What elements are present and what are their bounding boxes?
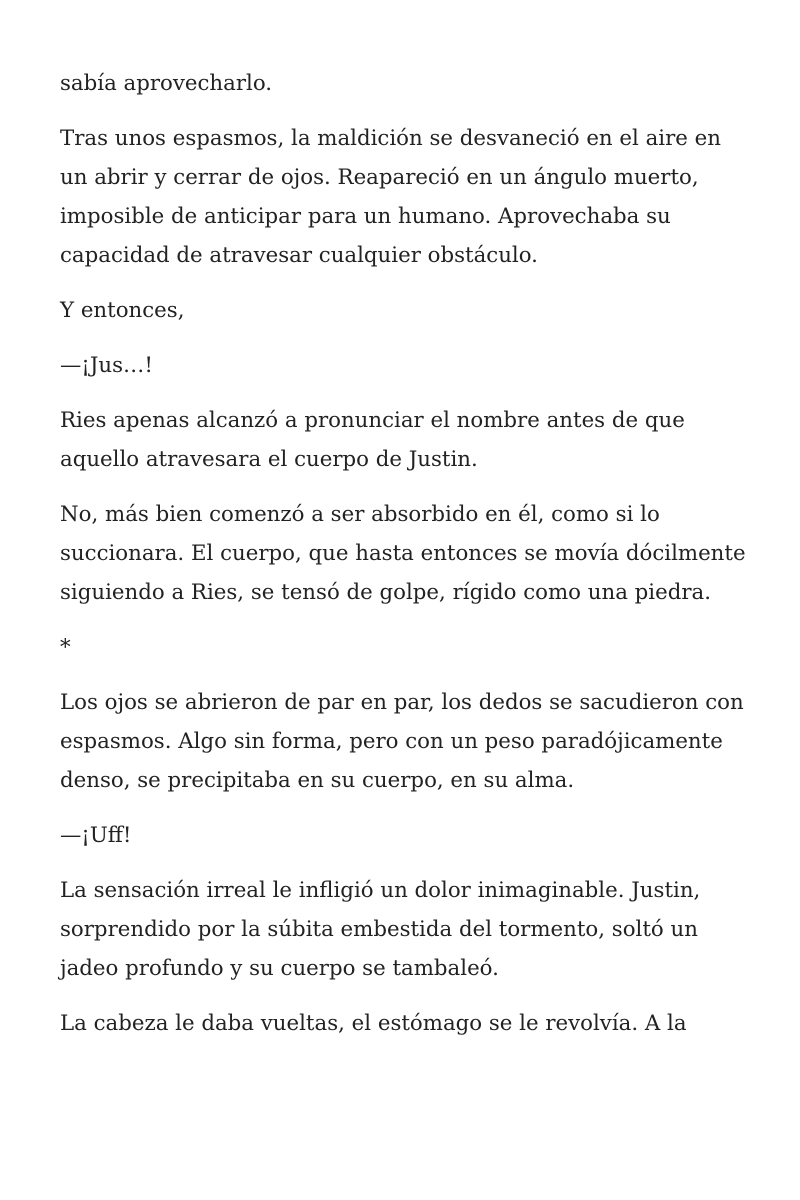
paragraph: La cabeza le daba vueltas, el estómago se le revolvía. A la: [60, 1011, 687, 1036]
paragraph: La sensación irreal le infligió un dolor inimaginable. Justin, sorprendido por la súbita embestida del tormento, soltó un jadeo profundo y su cuerpo se tambaleó.: [60, 878, 701, 981]
document-page: [60, 64, 750, 1059]
scene-break: *: [60, 635, 71, 660]
paragraph: Ries apenas alcanzó a pronunciar el nombre antes de que aquello atravesara el cuerpo de Justin.: [60, 408, 685, 472]
paragraph: No, más bien comenzó a ser absorbido en él, como si lo succionara. El cuerpo, que hasta entonces se movía dócilmente siguiendo a Ries, se tensó de golpe, rígido como una piedra.: [60, 502, 746, 605]
paragraph: Los ojos se abrieron de par en par, los dedos se sacudieron con espasmos. Algo sin forma, pero con un peso paradójicamente denso, se precipitaba en su cuerpo, en su alma.: [60, 690, 744, 793]
dialogue-line: —¡Jus…!: [60, 353, 153, 378]
paragraph: Tras unos espasmos, la maldición se desvaneció en el aire en un abrir y cerrar de ojos. Reapareció en un ángulo muerto, imposible de anticipar para un humano. Aprovechaba su capacidad de atravesar cualquier obstáculo.: [60, 126, 721, 268]
paragraph: Y entonces,: [60, 298, 185, 323]
paragraph: sabía aprovecharlo.: [60, 71, 273, 96]
dialogue-line: —¡Uff!: [60, 823, 132, 848]
